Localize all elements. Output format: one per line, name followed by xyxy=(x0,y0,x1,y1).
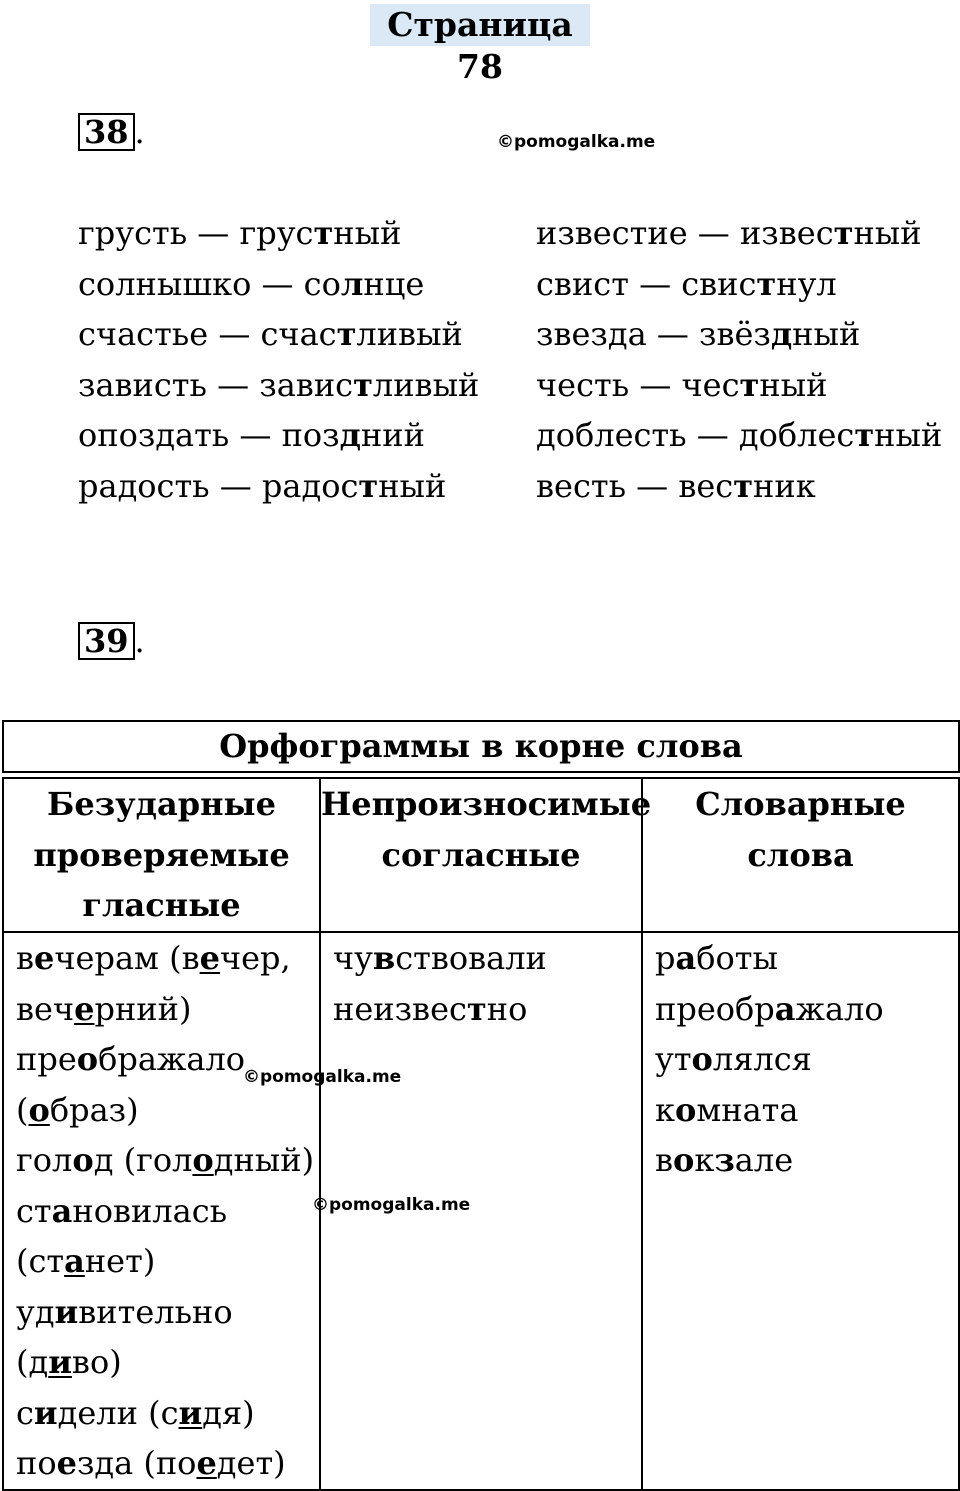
list-item: преображало xyxy=(655,989,884,1028)
list-item: преображало xyxy=(16,1040,246,1078)
word-pair: радость — радостный xyxy=(78,466,447,505)
watermark: ©pomogalka.me xyxy=(497,132,656,152)
page-title: Страница 78 xyxy=(370,4,590,46)
exercise-38-number: 38 . xyxy=(78,113,145,149)
exercise-38-right-column xyxy=(536,208,942,511)
column-unstressed-vowels xyxy=(3,932,320,1490)
list-item: удивительно xyxy=(16,1292,233,1331)
exercise-39-number-box: 39 xyxy=(78,622,135,660)
list-item: сидели (сидя) xyxy=(16,1393,255,1432)
column-header-silent-consonants: Непроизносимые согласные xyxy=(320,778,642,932)
watermark: ©pomogalka.me xyxy=(243,1067,402,1087)
list-item: поезда (поедет) xyxy=(16,1444,286,1482)
list-item: работы xyxy=(655,939,778,977)
list-item: становилась xyxy=(16,1191,228,1230)
list-item: комната xyxy=(655,1090,799,1129)
list-item: (образ) xyxy=(16,1090,139,1129)
word-pair: свист — свистнул xyxy=(536,264,837,303)
spelling-table xyxy=(2,720,960,1491)
exercise-38-left-column xyxy=(78,208,479,511)
list-item: голод (голодный) xyxy=(16,1141,315,1179)
table-caption: Орфограммы в корне слова xyxy=(3,721,959,772)
list-item: (диво) xyxy=(16,1343,122,1381)
list-item: неизвестно xyxy=(333,989,528,1028)
list-item: (станет) xyxy=(16,1242,156,1280)
list-item: чувствовали xyxy=(333,939,547,977)
list-item: вокзале xyxy=(655,1141,794,1179)
list-item: утолялся xyxy=(655,1040,812,1078)
watermark: ©pomogalka.me xyxy=(312,1195,471,1215)
word-pair: зависть — завистливый xyxy=(78,365,480,404)
exercise-39-number: 39 . xyxy=(78,622,145,658)
word-pair: весть — вестник xyxy=(536,466,816,505)
list-item: вечерам (вечер, xyxy=(16,939,291,977)
word-pair: счастье — счастливый xyxy=(78,315,463,353)
word-pair: грусть — грустный xyxy=(78,214,402,252)
word-pair: опоздать — поздний xyxy=(78,416,425,454)
word-pair: солнышко — солнце xyxy=(78,264,425,303)
word-pair: доблесть — доблестный xyxy=(536,416,943,454)
exercise-38-number-box: 38 xyxy=(78,113,135,151)
column-header-dictionary-words: Словарные слова xyxy=(642,778,959,932)
column-header-unstressed-vowels: Безударные проверяемые гласные xyxy=(3,778,320,932)
word-pair: звезда — звёздный xyxy=(536,315,861,353)
list-item: вечерний) xyxy=(16,989,192,1028)
column-dictionary-words xyxy=(642,932,959,1490)
word-pair: известие — известный xyxy=(536,214,922,252)
word-pair: честь — честный xyxy=(536,365,828,404)
